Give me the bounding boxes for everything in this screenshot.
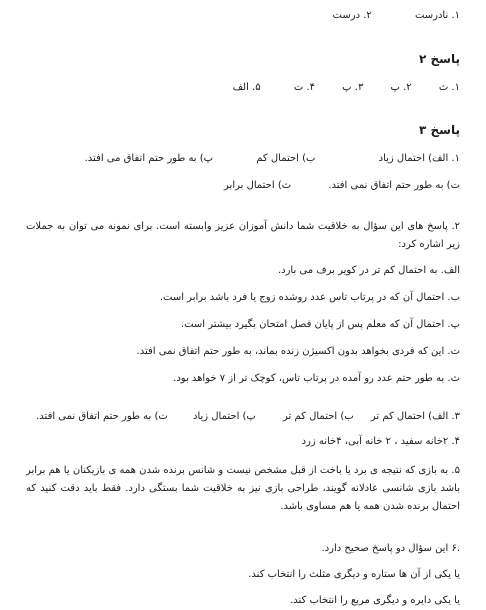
answer-item: ت) به طور حتم اتفاق نمی افتد. — [36, 411, 168, 422]
answer-item: ث) احتمال برابر — [224, 180, 292, 191]
answer-item: ۴. ت — [293, 82, 315, 93]
answer-row — [26, 180, 460, 192]
answer-item: ۳. پ — [342, 82, 364, 93]
answer-item: ۳. الف) احتمال کم تر — [370, 411, 460, 422]
answer-item: ت) به طور حتم اتفاق نمی افتد. — [328, 180, 460, 191]
answer-item: ب) احتمال کم تر — [283, 411, 354, 422]
answer-item: ۲. درست — [332, 10, 372, 21]
list-item: ت. این که فردی بخواهد بدون اکسیژن زنده بماند، به طور حتم اتفاق نمی افتد. — [136, 346, 460, 357]
answer-paragraph: ۲. پاسخ های این سؤال به خلاقیت شما دانش آموزان عزیز وابسته است. برای نمونه می توان به جملات زیر اشاره کرد: — [26, 221, 460, 250]
answer-paragraph: ۵. به بازی که نتیجه ی برد یا باخت از قبل مشخص نیست و شانس برنده شدن همه ی بازیکنان یا هم برابر باشد بازی شانسی عادلانه گویند، طراحی بازی نیز به خلاقیت شما بستگی دارد. فقط باید دقت کنید که احتمال برنده شدن همه یا هم مساوی باشد. — [26, 465, 460, 512]
list-item: ب. احتمال آن که در پرتاب تاس عدد روشده زوج یا فرد باشد برابر است. — [159, 292, 460, 303]
list-item: یا یکی از آن ها ستاره و دیگری مثلث را انتخاب کند. — [248, 569, 460, 580]
answer-row — [26, 82, 460, 94]
section-heading: پاسخ ۳ — [419, 123, 460, 137]
answer-item: پ) به طور حتم اتفاق می افتد. — [84, 153, 214, 164]
answer-item: .۶ این سؤال دو پاسخ صحیح دارد. — [321, 543, 460, 554]
answer-item: ۵. الف — [232, 82, 261, 93]
answer-item: ۱. الف) احتمال زیاد — [378, 153, 460, 164]
answer-row — [26, 10, 460, 22]
answer-item: ۱. نادرست — [414, 10, 460, 21]
answer-item: ۲. پ — [390, 82, 412, 93]
section-heading: پاسخ ۲ — [419, 52, 460, 66]
answer-row — [26, 153, 460, 165]
answer-item: پ) احتمال زیاد — [192, 411, 256, 422]
list-item: یا یکی دایره و دیگری مربع را انتخاب کند. — [290, 595, 460, 606]
answer-item: ۱. ث — [438, 82, 460, 93]
answer-item: ب) احتمال کم — [256, 153, 316, 164]
list-item: ث. به طور حتم عدد رو آمده در پرتاب تاس، کوچک تر از ۷ خواهد بود. — [173, 373, 460, 384]
list-item: الف. به احتمال کم تر در کویر برف می بارد. — [277, 265, 460, 276]
answer-item: ۴. ۲خانه سفید ، ۲ خانه آبی، ۴خانه زرد — [301, 436, 460, 447]
answer-row — [26, 411, 460, 423]
list-item: پ. احتمال آن که معلم پس از پایان فصل امتحان بگیرد بیشتر است. — [180, 319, 460, 330]
